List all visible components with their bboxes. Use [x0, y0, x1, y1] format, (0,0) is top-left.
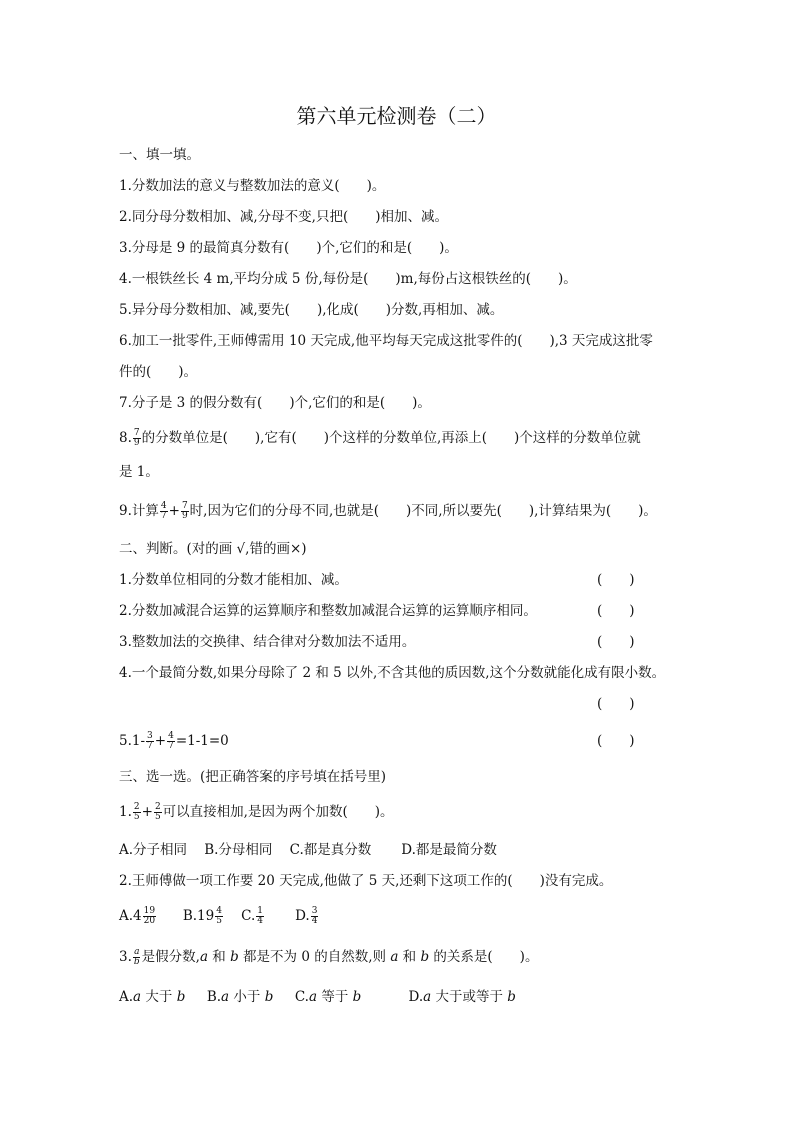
fraction: $\frac{3}{4}$ [311, 906, 318, 926]
fraction: $\frac{2}{5}$ [154, 802, 161, 822]
fraction: $\frac{4}{7}$ [160, 501, 167, 521]
s3-question-3: 3. $\frac{a}{b}$ 是假分数,a 和 b 都是不为 0 的自然数,则 a 和 b 的关系是( )。 [119, 947, 539, 967]
option-d: D.a 大于或等于 b [408, 989, 516, 1005]
fraction: $\frac{2}{5}$ [133, 802, 140, 822]
option-a: A.4 $\frac{19}{20}$ [119, 906, 156, 926]
option-d: D. $\frac{3}{4}$ [295, 906, 318, 926]
section-1-heading: 一、填一填。 [119, 147, 200, 163]
option-c: C.都是真分数 [289, 842, 372, 858]
fraction: $\frac{19}{20}$ [143, 906, 156, 926]
s2-question-3: 3.整数加法的交换律、结合律对分数加法不适用。 [119, 634, 416, 650]
option-a: A.a 大于 b [119, 989, 186, 1005]
s1-question-5: 5.异分母分数相加、减,要先( ),化成( )分数,再相加、减。 [119, 302, 504, 318]
fraction: $\frac{4}{5}$ [216, 906, 222, 926]
answer-bracket: ( ) [597, 696, 635, 712]
option-c: C. $\frac{1}{4}$ [241, 906, 264, 926]
fraction: $\frac{3}{7}$ [147, 731, 153, 751]
s1-question-6-cont: 件的( )。 [119, 364, 198, 380]
answer-bracket: ( ) [597, 634, 635, 650]
option-b: B.a 小于 b [206, 989, 274, 1005]
s1-question-3: 3.分母是 9 的最简真分数有( )个,它们的和是( )。 [119, 240, 458, 256]
s2-question-2: 2.分数加减混合运算的运算顺序和整数加减混合运算的运算顺序相同。 [119, 603, 537, 619]
option-d: D.都是最简分数 [401, 842, 497, 858]
answer-bracket: ( ) [597, 603, 635, 619]
page-title: 第六单元检测卷（二） [296, 104, 497, 128]
s1-question-9: 9.计算 $\frac{4}{7}$ + $\frac{7}{9}$ 时,因为它们的分母不同,也就是( )不同,所以要先( ),计算结果为( )。 [119, 501, 657, 521]
s1-question-8-cont: 是 1。 [119, 464, 159, 480]
section-3-heading: 三、选一选。(把正确答案的序号填在括号里) [119, 769, 387, 785]
fraction: $\frac{4}{7}$ [168, 731, 174, 751]
option-b: B.分母相同 [204, 842, 273, 858]
s2-question-4: 4.一个最简分数,如果分母除了 2 和 5 以外,不含其他的质因数,这个分数就能化成有限小数。 [119, 665, 666, 681]
fraction: $\frac{1}{4}$ [257, 906, 264, 926]
fraction: $\frac{7}{9}$ [133, 428, 140, 448]
s3-question-2: 2.王师傅做一项工作要 20 天完成,他做了 5 天,还剩下这项工作的( )没有完成。 [119, 873, 613, 889]
s3-question-2-options [119, 906, 679, 926]
s3-question-3-options [119, 987, 679, 1007]
s2-question-5: 5.1- $\frac{3}{7}$ + $\frac{4}{7}$ =1-1=0 [119, 731, 229, 751]
fraction: $\frac{a}{b}$ [133, 947, 140, 967]
s1-question-7: 7.分子是 3 的假分数有( )个,它们的和是( )。 [119, 395, 431, 411]
fraction: $\frac{7}{9}$ [181, 501, 188, 521]
s3-question-1-options [119, 840, 679, 860]
s1-question-6: 6.加工一批零件,王师傅需用 10 天完成,他平均每天完成这批零件的( ),3 天完成这批零 [119, 333, 653, 349]
s1-question-1: 1.分数加法的意义与整数加法的意义( )。 [119, 178, 386, 194]
s1-question-4: 4.一根铁丝长 4 m,平均分成 5 份,每份是( )m,每份占这根铁丝的( )。 [119, 271, 577, 287]
answer-bracket: ( ) [597, 733, 635, 749]
option-c: C.a 等于 b [294, 989, 362, 1005]
option-b: B.19 $\frac{4}{5}$ [182, 906, 222, 926]
option-a: A.分子相同 [119, 842, 188, 858]
s3-question-1: 1. $\frac{2}{5}$ + $\frac{2}{5}$ 可以直接相加,是因为两个加数( )。 [119, 802, 394, 822]
s2-question-1: 1.分数单位相同的分数才能相加、减。 [119, 572, 348, 588]
section-2-heading: 二、判断。(对的画 √,错的画×) [119, 541, 307, 557]
s1-question-8: 8. $\frac{7}{9}$ 的分数单位是( ),它有( )个这样的分数单位,再添上( )个这样的分数单位就 [119, 428, 641, 448]
answer-bracket: ( ) [597, 572, 635, 588]
s1-question-2: 2.同分母分数相加、减,分母不变,只把( )相加、减。 [119, 209, 448, 225]
